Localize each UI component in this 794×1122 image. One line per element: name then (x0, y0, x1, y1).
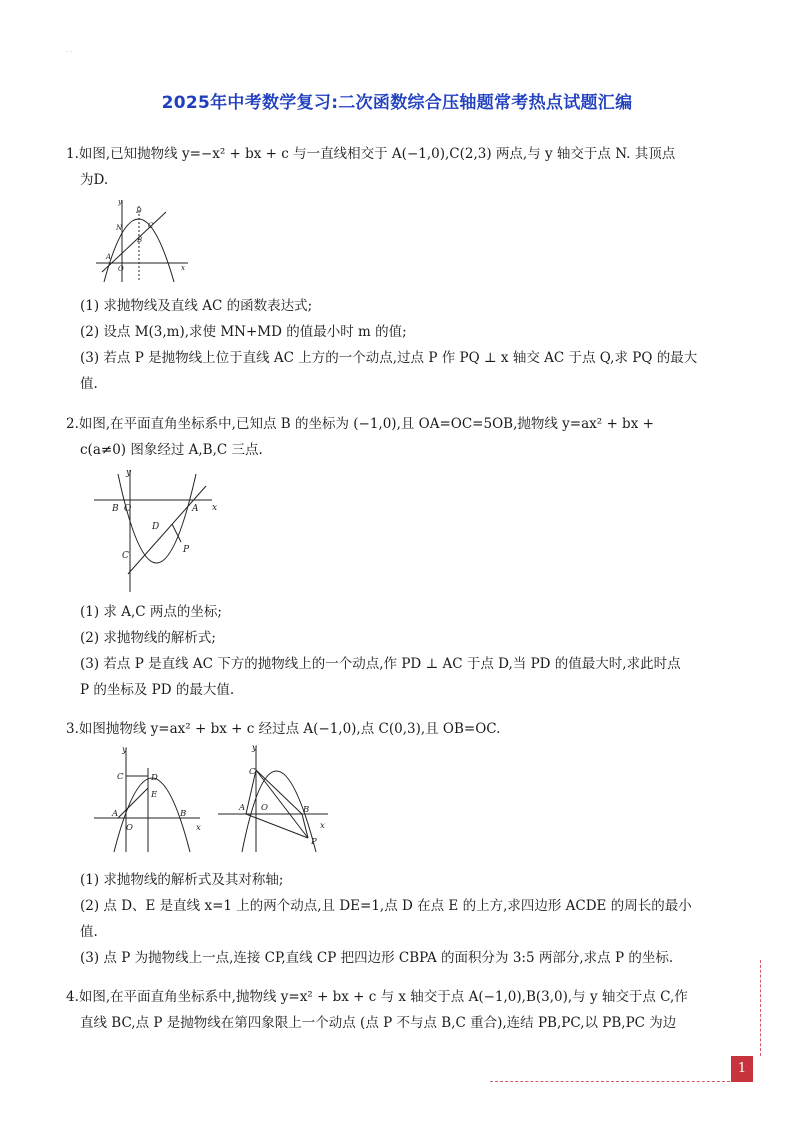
q2-label-p: P (183, 545, 190, 555)
q3f2-label-p: P (311, 837, 317, 847)
q4-stem-line1: 4.如图,在平面直角坐标系中,抛物线 y=x² + bx + c 与 x 轴交于点 A(−1,0),B(3,0),与 y 轴交于点 C,作 (66, 989, 688, 1005)
q2-label-y: y (126, 468, 132, 478)
q4-stem-line2: 直线 BC,点 P 是抛物线在第四象限上一个动点 (点 P 不与点 B,C 重合),连结 PB,PC,以 PB,PC 为边 (80, 1015, 677, 1031)
q2-stem-line1: 2.如图,在平面直角坐标系中,已知点 B 的坐标为 (−1,0),且 OA=OC=5OB,抛物线 y=ax² + bx + (66, 416, 654, 432)
q3-stem-line1: 3.如图抛物线 y=ax² + bx + c 经过点 A(−1,0),点 C(0,3),且 OB=OC. (66, 721, 501, 737)
q3f1-label-y: y (122, 745, 127, 755)
q2-label-x: x (212, 503, 218, 513)
q3f1-label-c: C (117, 772, 124, 782)
q3-part-1: (1) 求抛物线的解析式及其对称轴; (80, 872, 284, 888)
q1-label-x: x (181, 264, 185, 272)
q3f2-label-o: O (261, 803, 268, 813)
page-border-vertical (760, 960, 761, 1056)
q1-label-o: O (118, 265, 124, 273)
q3f2-label-c: C (249, 767, 256, 777)
q1-stem-line2: 为D. (80, 172, 109, 188)
q1-stem-line1: 1.如图,已知抛物线 y=−x² + bx + c 与一直线相交于 A(−1,0),C(2,3) 两点,与 y 轴交于点 N. 其顶点 (66, 146, 676, 162)
q1-part-3: (3) 若点 P 是抛物线上位于直线 AC 上方的一个动点,过点 P 作 PQ ⊥ x 轴交 AC 于点 Q,求 PQ 的最大 (80, 350, 698, 366)
q3-part-2-cont: 值. (80, 924, 98, 940)
q3-parts (66, 867, 746, 971)
q2-label-a: A (192, 504, 199, 514)
q2-figure (94, 466, 224, 596)
q1-label-y: y (118, 198, 122, 206)
page-border-horizontal (490, 1081, 730, 1082)
q3-part-3: (3) 点 P 为抛物线上一点,连接 CP,直线 CP 把四边形 CBPA 的面积分为 3:5 两部分,求点 P 的坐标. (80, 950, 674, 966)
question-4 (66, 984, 746, 1036)
page-number: 1 (731, 1056, 753, 1082)
q1-part-2: (2) 设点 M(3,m),求使 MN+MD 的值最小时 m 的值; (80, 324, 407, 340)
q1-label-d: D (136, 207, 142, 215)
q3f1-label-d: D (151, 773, 158, 783)
q2-label-b: B (112, 504, 119, 514)
q2-part-1: (1) 求 A,C 两点的坐标; (80, 604, 222, 620)
q2-part-3-cont: P 的坐标及 PD 的最大值. (80, 682, 235, 698)
q3f2-label-x: x (320, 821, 325, 831)
q1-label-b: B (137, 236, 143, 244)
question-1 (66, 141, 746, 193)
q2-part-2: (2) 求抛物线的解析式; (80, 630, 216, 646)
q2-parts (66, 599, 746, 703)
q2-line-ac (128, 486, 206, 574)
q3-part-2: (2) 点 D、E 是直线 x=1 上的两个动点,且 DE=1,点 D 在点 E 的上方,求四边形 ACDE 的周长的最小 (80, 898, 692, 914)
q2-label-o: O (124, 504, 132, 514)
q1-parts (66, 293, 746, 397)
q2-stem-line2: c(a≠0) 图象经过 A,B,C 三点. (80, 442, 263, 458)
q3f2-label-a: A (239, 803, 246, 813)
page-title: 2025年中考数学复习:二次函数综合压轴题常考热点试题汇编 (161, 93, 633, 113)
q3f1-seg-ae (118, 788, 148, 818)
q3f1-label-b: B (180, 809, 187, 819)
q3f1-label-e: E (151, 790, 158, 800)
q2-label-d: D (152, 522, 160, 532)
question-2 (66, 411, 746, 463)
q3f1-label-x: x (196, 823, 201, 833)
q3f2-label-y: y (252, 743, 257, 753)
q1-label-c: C (148, 222, 154, 230)
header-dots: . . (66, 47, 72, 54)
q2-part-3: (3) 若点 P 是直线 AC 下方的抛物线上的一个动点,作 PD ⊥ AC 于点 D,当 PD 的值最大时,求此时点 (80, 656, 681, 672)
q1-figure (96, 196, 196, 286)
q1-label-a: A (106, 253, 112, 261)
q1-part-1: (1) 求抛物线及直线 AC 的函数表达式; (80, 298, 313, 314)
question-3 (66, 716, 746, 742)
q3f1-label-o: O (126, 823, 133, 833)
q2-label-c: C (122, 551, 129, 561)
q3-figure-1 (92, 744, 210, 856)
q3f1-label-a: A (112, 809, 119, 819)
q3-figure-2 (216, 740, 334, 856)
q1-label-n: N (116, 224, 123, 232)
q3f2-label-b: B (303, 805, 310, 815)
q1-part-3-cont: 值. (80, 376, 98, 392)
